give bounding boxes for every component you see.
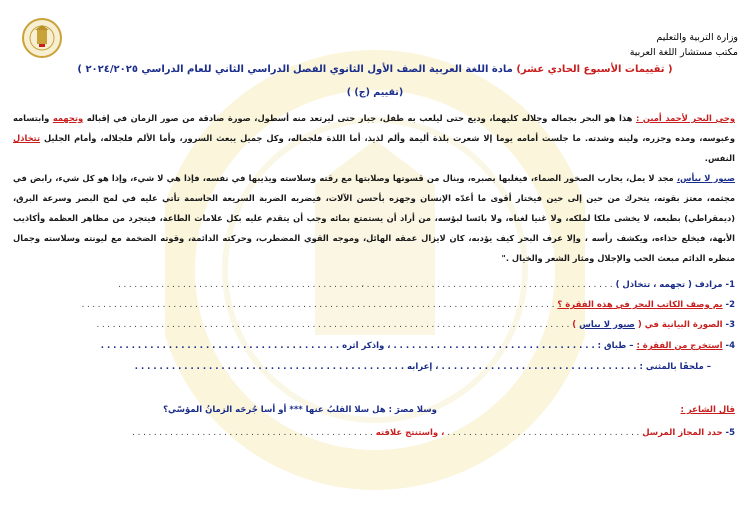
keyword-saboor: صبور لا ييأس، bbox=[676, 173, 735, 183]
question-prompt: حدد المجاز المرسل bbox=[642, 428, 723, 438]
passage-text: النفس. bbox=[704, 153, 735, 163]
question-4 bbox=[13, 341, 735, 361]
ministry-name: وزارة التربية والتعليم bbox=[656, 32, 738, 43]
title-week: ( تقييمات الأسبوع الحادي عشر) bbox=[516, 64, 673, 75]
question-number: 4- bbox=[725, 341, 735, 351]
model-label: (تقييم (ج) ) bbox=[346, 87, 404, 98]
question-prompt: الصورة البيانية في ( bbox=[637, 320, 723, 330]
office-name: مكتب مستشار اللغة العربية bbox=[629, 47, 738, 58]
question-number: 5- bbox=[725, 428, 735, 438]
header-block bbox=[630, 30, 738, 60]
poem-verse: وسلا مصرَ : هل سلا القلبُ عنها *** أو أسا جُرحَه الزمانُ المؤسّي؟ bbox=[163, 405, 437, 415]
question-3 bbox=[13, 320, 735, 340]
answer-line-parsing[interactable]: ، إعرابه . . . . . . . . . . . . . . . . . . . . . . . . . . . . . . . . . . . . . . . . . . . . bbox=[134, 362, 439, 372]
title-subject: مادة اللغة العربية الصف الأول الثانوي الفصل الدراسي الثاني للعام الدراسي ٢٠٢٤/٢٠٢٥ ) bbox=[77, 64, 513, 75]
question-highlight: صبور لا ييأس bbox=[579, 320, 635, 330]
answer-line[interactable]: . . . . . . . . . . . . . . . . . . . . . . . . . . . . . . . . . . . . bbox=[447, 428, 640, 438]
answer-line-2[interactable]: . . . . . . . . . . . . . . . . . . . . . . . . . . . . . . . . . . . . . . . . . . . . . bbox=[132, 428, 373, 438]
keyword-tajahhomoh: وتجهمه bbox=[52, 113, 84, 123]
passage-paragraph-1 bbox=[13, 108, 735, 168]
keyword-tatakhadhal: تتخاذل bbox=[13, 133, 41, 143]
passage-text: مجد لا يمل، يحارب الصخور الصماء، فيغلبها بصبره، وينال من قسوتها وصلابتها مع رقته وسلاسته ويذيبها في نفسه، فإذا هي لا شيء، وإذا هو كل شيء، رابض في مجثمه، معتز بقوته، يتحرك من حين إلى حين فيختار أقوى ما أعدّه الإنسان وجهزه بأحسن الآلات، فيضربه الضربة السريعة الحاسمة تأتي عليه في لمح البصر وسرعة البرق، (ديمقراطي) بطبعه، لا يخشى ملكا لملكه، ولا غنيا لغناه، ولا بائسا لبؤسه، من أراد أن يستمتع بمائه وجب أن يتقدم عليه بكل علامات الطاعة، فيتجرد من مظاهر العظمة وأكاذيب الأبهة، فيخلع حذاءه، ويكشف رأسه ، وإلا عرف البحر كيف يؤدبه، كان لايزال عمقه الهائل، وموجه القوي المضطرب، وحركته الدائمة، وقوته الضخمة مع ليونته وسلاسته وجمال منظره الدائم مبعث الحب والإجلال ومثار الشعر والخيال ." bbox=[13, 173, 735, 263]
answer-line[interactable]: . . . . . . . . . . . . . . . . . . . . . . . . . . . . . . . . . . . . . . . . . . . . . . . . . . . . . . . . . . . . . . . . . . . . . . . . . . . . . . . . . . . . . . . . bbox=[81, 300, 555, 310]
question-4-part-b bbox=[13, 362, 735, 382]
question-suffix: ) bbox=[572, 320, 577, 330]
poet-label: قال الشاعر : bbox=[680, 405, 735, 415]
ministry-logo bbox=[22, 16, 62, 60]
question-prompt: مرادف ( تجهمه ، تتخاذل ) bbox=[615, 280, 723, 290]
question-prompt: بم وصف الكاتب البحر في هذه الفقرة ؟ bbox=[557, 300, 723, 310]
passage-source: وحي البحر لأحمد أمين : bbox=[636, 113, 735, 123]
passage-text: وابتسامه وعبوسه، ومده وجزره، ولينه وشدته. ما جلست أمامه يوما إلا شعرت بلذة أليمة وألم لذيذ، أما اللذة فلجماله، وكل جميل يبعث السرور، وأما الألم فلجلاله، وأمام الجليل bbox=[13, 113, 735, 143]
question-1 bbox=[13, 280, 735, 300]
page-title bbox=[20, 64, 730, 75]
question-number: 1- bbox=[725, 280, 735, 290]
question-prompt: استخرج من الفقرة : bbox=[636, 341, 723, 351]
question-2 bbox=[13, 300, 735, 320]
passage-text: هذا هو البحر بجماله وجلاله كليهما، وديع حتى ليلعب به طفل، جبار حتى ليرتعد منه أسطول، صورة صادقة من صور الزمان في إقباله bbox=[83, 113, 637, 123]
question-prompt-2: ، واستنتج علاقته bbox=[375, 428, 445, 438]
question-5 bbox=[13, 428, 735, 448]
answer-line[interactable]: . . . . . . . . . . . . . . . . . . . . . . . . . . . . . . . . . . . . . . . . . . . . . . ، . . . . . . . . . . . . . . . . . . . . . . . . . . . . . . . . . . . . . . . . . . . . . bbox=[118, 280, 613, 290]
question-number: 3- bbox=[725, 320, 735, 330]
passage-paragraph-2 bbox=[13, 168, 735, 268]
answer-line-effect[interactable]: ، واذكر أثره . . . . . . . . . . . . . . . . . . . . . . . . . . . . . . . . . . . . . . . bbox=[100, 341, 391, 351]
answer-line[interactable]: . . . . . . . . . . . . . . . . . . . . . . . . . . . . . . . . . . . . . . . . . . . . . . . . . . . . . . . . . . . . . . . . . . . . . . . . . . . . . . . . . . . . . . . . bbox=[96, 320, 570, 330]
question-number: 2- bbox=[725, 300, 735, 310]
answer-line-antithesis[interactable]: – طباق : . . . . . . . . . . . . . . . . . . . . . . . . . . . . . . . . . bbox=[393, 341, 634, 351]
answer-line-dual[interactable]: – ملحقًا بالمثنى : . . . . . . . . . . . . . . . . . . . . . . . . . . . . . . . . bbox=[441, 362, 711, 372]
